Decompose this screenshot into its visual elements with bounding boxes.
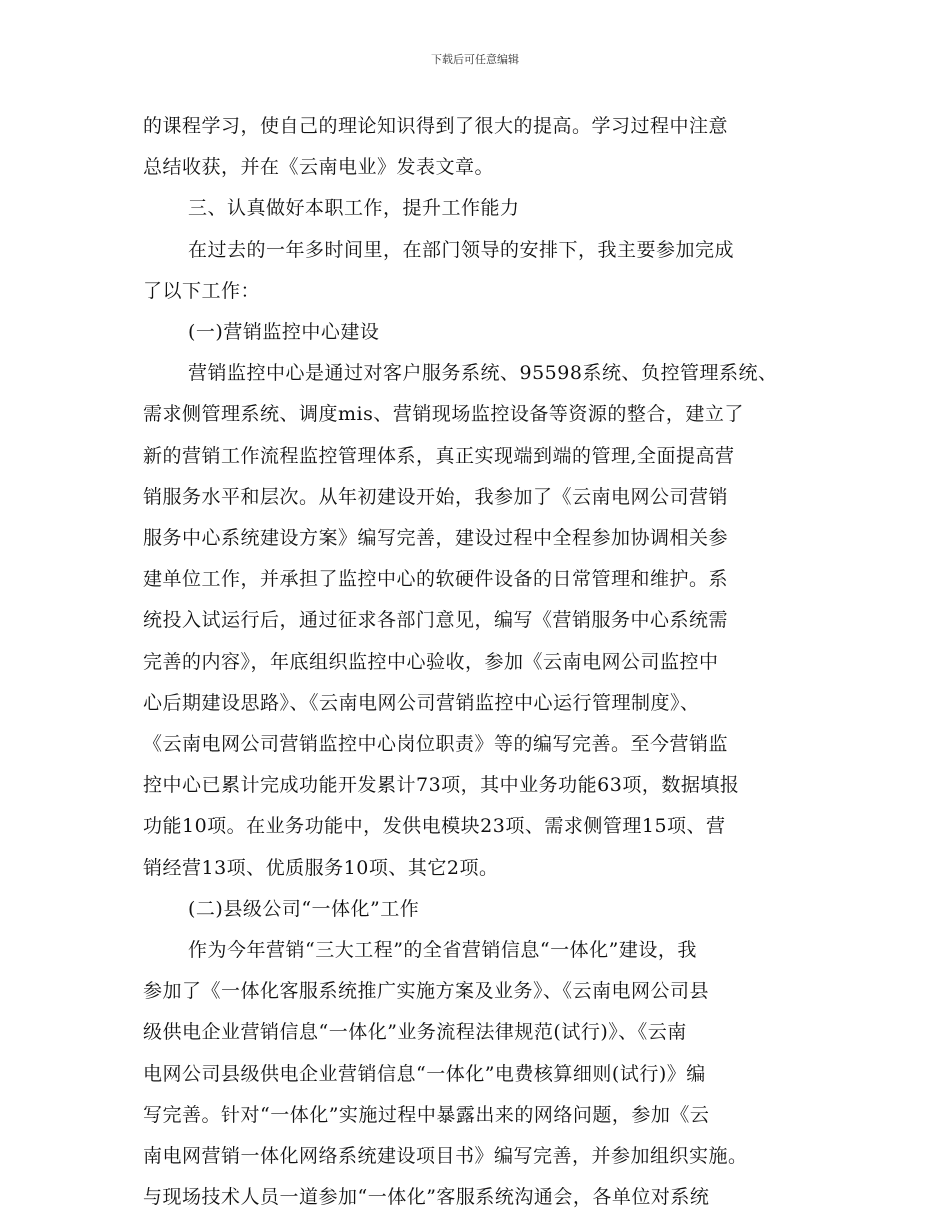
text-line: 新的营销工作流程监控管理体系，真正实现端到端的管理,全面提高营 [143,444,735,467]
text-line: 总结收获，并在《云南电业》发表文章。 [143,156,495,179]
text-line: 作为今年营销“三大工程”的全省营销信息“一体化”建设，我 [188,939,697,961]
text-line: 写完善。针对“一体化”实施过程中暴露出来的网络问题，参加《云 [143,1103,710,1126]
text-line: 南电网营销一体化网络系统建设项目书》编写完善，并参加组织实施。 [143,1145,748,1167]
text-line: 参加了《一体化客服系统推广实施方案及业务》、《云南电网公司县 [143,980,710,1003]
text-line: 完善的内容》，年底组织监控中心验收，参加《云南电网公司监控中 [143,650,719,673]
text-line: 功能10项。在业务功能中，发供电模块23项、需求侧管理15项、营 [143,815,726,838]
text-line: 与现场技术人员一道参加“一体化”客服系统沟通会，各单位对系统 [143,1186,710,1209]
text-line: 心后期建设思路》、《云南电网公司营销监控中心运行管理制度》、 [143,691,700,714]
text-line: 统投入试运行后，通过征求各部门意见，编写《营销服务中心系统需 [143,609,729,632]
text-line: 控中心已累计完成功能开发累计73项，其中业务功能63项，数据填报 [143,774,740,797]
text-line: 营销监控中心是通过对客户服务系统、95598系统、负控管理系统、 [188,362,778,385]
text-line: 三、认真做好本职工作，提升工作能力 [188,197,520,220]
text-line: 级供电企业营销信息“一体化”业务流程法律规范(试行)》、《云南 [143,1021,687,1044]
text-line: 在过去的一年多时间里，在部门领导的安排下，我主要参加完成 [188,238,735,261]
page-header: 下载后可任意编辑 [431,53,519,66]
text-line: (二)县级公司“一体化”工作 [188,897,420,920]
text-line: 销经营13项、优质服务10项、其它2项。 [143,856,499,879]
text-line: 建单位工作，并承担了监控中心的软硬件设备的日常管理和维护。系 [143,568,729,591]
text-line: 了以下工作： [143,279,261,302]
text-line: 的课程学习，使自己的理论知识得到了很大的提高。学习过程中注意 [143,115,729,137]
text-line: 《云南电网公司营销监控中心岗位职责》等的编写完善。至今营销监 [143,733,729,755]
text-line: (一)营销监控中心建设 [188,321,380,343]
text-line: 需求侧管理系统、调度mis、营销现场监控设备等资源的整合，建立了 [143,403,744,426]
text-line: 服务中心系统建设方案》编写完善，建设过程中全程参加协调相关参 [143,527,729,549]
text-line: 销服务水平和层次。从年初建设开始，我参加了《云南电网公司营销 [143,485,729,508]
text-line: 电网公司县级供电企业营销信息“一体化”电费核算细则(试行)》编 [143,1062,706,1085]
